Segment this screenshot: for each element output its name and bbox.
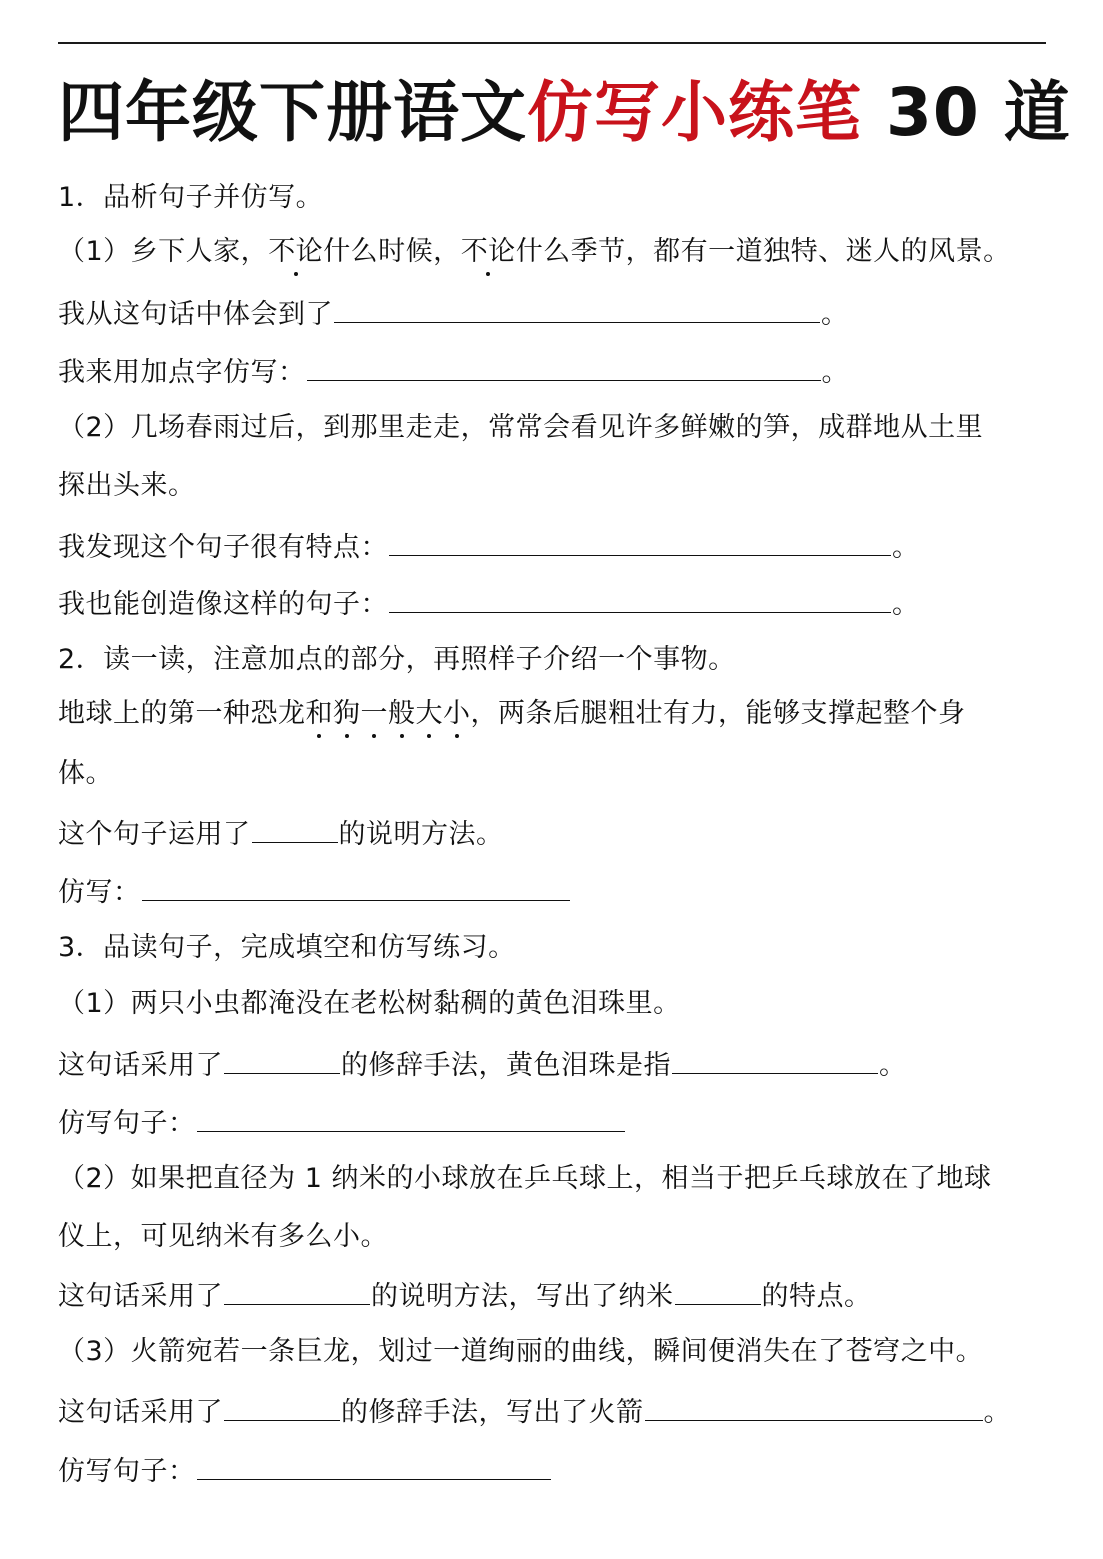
dotted-char: 大: [416, 694, 444, 734]
q2-sentence-cont: 体。: [58, 758, 113, 789]
q3-line-3: 这句话采用了 的说明方法，写出了纳米 的特点。: [58, 1274, 872, 1314]
q1-line-3: 我发现这个句子很有特点： 。: [58, 525, 920, 565]
q3-line-2: 仿写句子：: [58, 1101, 626, 1141]
q2-line-2: 仿写：: [58, 870, 571, 910]
q3-sentence-3: （3）火箭宛若一条巨龙，划过一道绚丽的曲线，瞬间便消失在了苍穹之中。: [58, 1336, 984, 1367]
q3-line-4: 这句话采用了 的修辞手法，写出了火箭 。: [58, 1390, 1011, 1430]
q2-line-1: 这个句子运用了 的说明方法。: [58, 812, 504, 852]
answer-blank[interactable]: [224, 1390, 340, 1421]
answer-blank[interactable]: [252, 812, 338, 843]
q3-heading: 3．品读句子，完成填空和仿写练习。: [58, 932, 516, 963]
q1-sentence-2b: 探出头来。: [58, 470, 196, 501]
q3-line-1: 这句话采用了 的修辞手法，黄色泪珠是指 。: [58, 1043, 907, 1083]
page-title: [58, 68, 1071, 158]
answer-blank[interactable]: [675, 1274, 761, 1305]
q2-sentence: 地球上的第一种恐龙和狗一般大小，两条后腿粗壮有力，能够支撑起整个身: [58, 694, 966, 734]
answer-blank[interactable]: [389, 525, 891, 556]
answer-blank[interactable]: [142, 870, 570, 901]
answer-blank[interactable]: [334, 292, 820, 323]
q1-sentence-1: （1）乡下人家，不论什么时候，不论什么季节，都有一道独特、迷人的风景。: [58, 232, 1011, 272]
top-rule: [58, 42, 1046, 44]
q1-line-1: 我从这句话中体会到了 。: [58, 292, 849, 332]
q3-sentence-2a: （2）如果把直径为 1 纳米的小球放在乒乓球上，相当于把乒乓球放在了地球: [58, 1163, 992, 1194]
q2-heading: 2．读一读，注意加点的部分，再照样子介绍一个事物。: [58, 644, 736, 675]
dotted-char: 般: [388, 694, 416, 734]
answer-blank[interactable]: [389, 582, 891, 613]
q1-line-4: 我也能创造像这样的句子： 。: [58, 582, 920, 622]
q3-line-5: 仿写句子：: [58, 1449, 552, 1489]
answer-blank[interactable]: [645, 1390, 983, 1421]
q1-line-2: 我来用加点字仿写： 。: [58, 350, 849, 390]
dotted-char: 狗: [333, 694, 361, 734]
dotted-char: 一: [361, 694, 389, 734]
title-red: 仿写小练笔: [527, 74, 862, 151]
dotted-word: 不论: [461, 232, 516, 272]
answer-blank[interactable]: [307, 350, 821, 381]
q1-sentence-2a: （2）几场春雨过后，到那里走走，常常会看见许多鲜嫩的笋，成群地从土里: [58, 412, 984, 443]
answer-blank[interactable]: [224, 1043, 340, 1074]
q1-heading: 1．品析句子并仿写。: [58, 182, 324, 213]
q3-sentence-1: （1）两只小虫都淹没在老松树黏稠的黄色泪珠里。: [58, 988, 681, 1019]
dotted-char: 小: [443, 694, 471, 734]
dotted-char: 和: [306, 694, 334, 734]
answer-blank[interactable]: [672, 1043, 878, 1074]
answer-blank[interactable]: [197, 1449, 551, 1480]
title-black: 四年级下册语文: [58, 74, 527, 151]
answer-blank[interactable]: [224, 1274, 370, 1305]
answer-blank[interactable]: [197, 1101, 625, 1132]
q3-sentence-2b: 仪上，可见纳米有多么小。: [58, 1221, 388, 1252]
title-tail: 30 道: [862, 74, 1071, 151]
dotted-word: 不论: [268, 232, 323, 272]
